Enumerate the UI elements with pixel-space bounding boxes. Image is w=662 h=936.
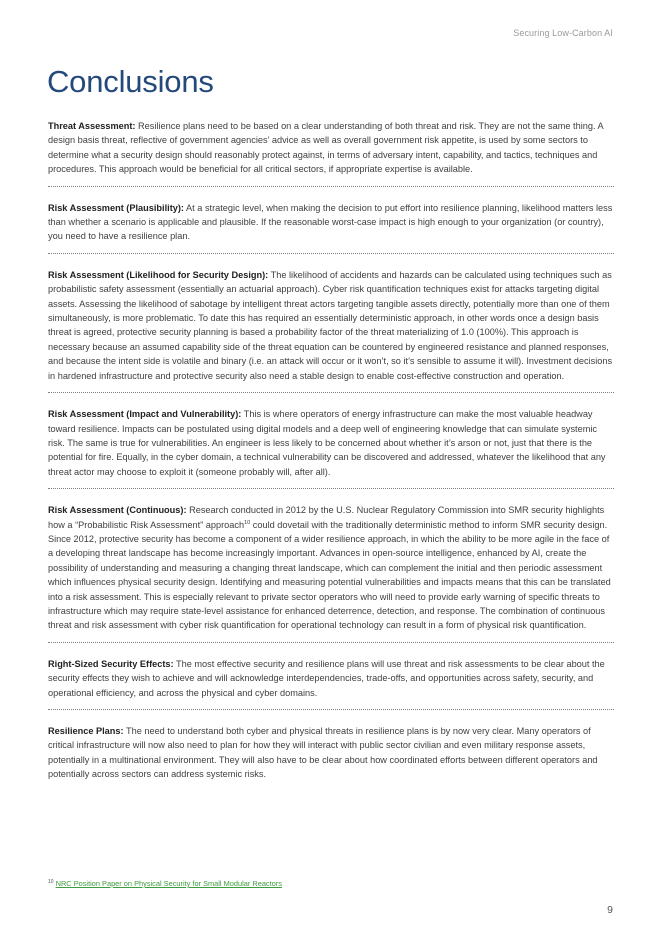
footnote-reference[interactable]: 10 xyxy=(244,519,251,526)
section-body: This is where operators of energy infrastructure can make the most valuable headway toward resilience. Impacts can be postulated using digital models and a deep well of engineering knowledge that can simulate systemic risk. The same is true for vulnerabilities. An engineer is less likely to be concerned about whether it’s arson or not, just that there is the potential for fire. Equally, in the cyber domain, a technical vulnerability can be discovered and addressed, whatever the likelihood that any threat actor may choose to exploit it (someone probably will, after all). xyxy=(48,409,606,477)
section-title: Right-Sized Security Effects: xyxy=(48,658,174,669)
section-risk-likelihood xyxy=(48,268,614,393)
section-risk-impact xyxy=(48,407,614,489)
section-body: The likelihood of accidents and hazards can be calculated using techniques such as probabilistic safety assessment (essentially an actuarial approach). Cyber risk quantification techniques exist for attacks targeting digital assets. Assessing the likelihood of sabotage by intelligent threat actors targeting tangible assets directly, potentially more than one of them simultaneously, is more problematic. To date this has required an essentially deterministic approach, in other words once a design basis threat is agreed, protective security planning is based a probability factor of the threat materializing of 1.0 (100%). This approach is necessary because an assumed capability side of the threat equation can be countered by engineered resistance and planned responses, and because the intent side is volatile and binary (i.e. an attack will occur or it won’t, so it’s sensible to assume it will). Investment decisions in hardened infrastructure and protective security also need a stable design to enable cost-effective construction and operation. xyxy=(48,269,613,381)
section-title: Risk Assessment (Impact and Vulnerability): xyxy=(48,409,242,420)
section-right-sized-security xyxy=(48,657,614,710)
section-title: Risk Assessment (Continuous): xyxy=(48,505,187,516)
section-risk-plausibility xyxy=(48,201,614,254)
footnote-link[interactable]: NRC Position Paper on Physical Security for Small Modular Reactors xyxy=(55,879,282,888)
section-title: Threat Assessment: xyxy=(48,121,136,131)
section-body-end: could dovetail with the traditionally deterministic method to inform SMR security design. Since 2012, protective security has become a component of a wider resilience approach, in which the ability to be more agile in the face of a developing threat landscape has become increasingly important. Advances in open-source intelligence, enhanced by AI, create the possibility of understanding and measuring a changing threat landscape, which can complement the initial and then periodic assessment which influences physical security design. Identifying and measuring potential vulnerabilities and impacts means that this can be translated into a risk assessment. This is especially relevant to private sector operators who will need to provide early warning of specific threats to infrastructure which may require state-level assistance for enhanced deterrence, detection, and response. The combination of continuous threat and risk assessment with cyber risk quantification for operational technology can result in a form of physical risk quantification. xyxy=(48,519,611,631)
section-body: At a strategic level, when making the decision to put effort into resilience planning, likelihood matters less than whether a scenario is applicable and plausible. If the reasonable worst-case impact is high enough to your organization (or country), you need to have a resilience plan. xyxy=(48,202,613,242)
footnote-number: 10 xyxy=(48,879,54,885)
running-header: Securing Low-Carbon AI xyxy=(513,28,613,38)
section-risk-continuous xyxy=(48,503,614,643)
page-number: 9 xyxy=(607,904,613,916)
section-title: Risk Assessment (Plausibility): xyxy=(48,202,184,213)
page-title: Conclusions xyxy=(47,64,214,99)
section-threat-assessment xyxy=(48,119,614,187)
section-resilience-plans xyxy=(48,724,614,791)
section-body-start: Research conducted in 2012 by the U.S. Nuclear Regulatory Commission into SMR security highlights how a “Probabilistic Risk Assessment” approach xyxy=(48,505,605,530)
section-body: Resilience plans need to be based on a clear understanding of both threat and risk. They are not the same thing. A design basis threat, reflective of government agencies’ advice as well as overall government risk appetite, is used by some sectors to determine what a security design should reasonably protect against, in terms of adversary intent, capability, and tactics, techniques and procedures. This approach would be beneficial for all critical sectors, if appropriate expertise is available. xyxy=(48,121,604,175)
section-body: The most effective security and resilience plans will use threat and risk assessments to be clear about the security effects they wish to achieve and will acknowledge interdependencies, trade-offs, and opportunities across safety, security, and operational efficiency, and across the physical and cyber domains. xyxy=(48,658,605,698)
conclusions-sections xyxy=(48,119,614,805)
section-body: The need to understand both cyber and physical threats in resilience plans is by now very clear. Many operators of critical infrastructure will now also need to plan for how they will interact with public sector civilian and even military response assets, potentially in a multinational environment. They will also have to be clear about how coordinated efforts between different operators and potentially across sectors can address systemic risks. xyxy=(48,726,598,780)
section-title: Resilience Plans: xyxy=(48,726,124,736)
section-title: Risk Assessment (Likelihood for Security Design): xyxy=(48,269,269,280)
footnote xyxy=(48,879,282,888)
